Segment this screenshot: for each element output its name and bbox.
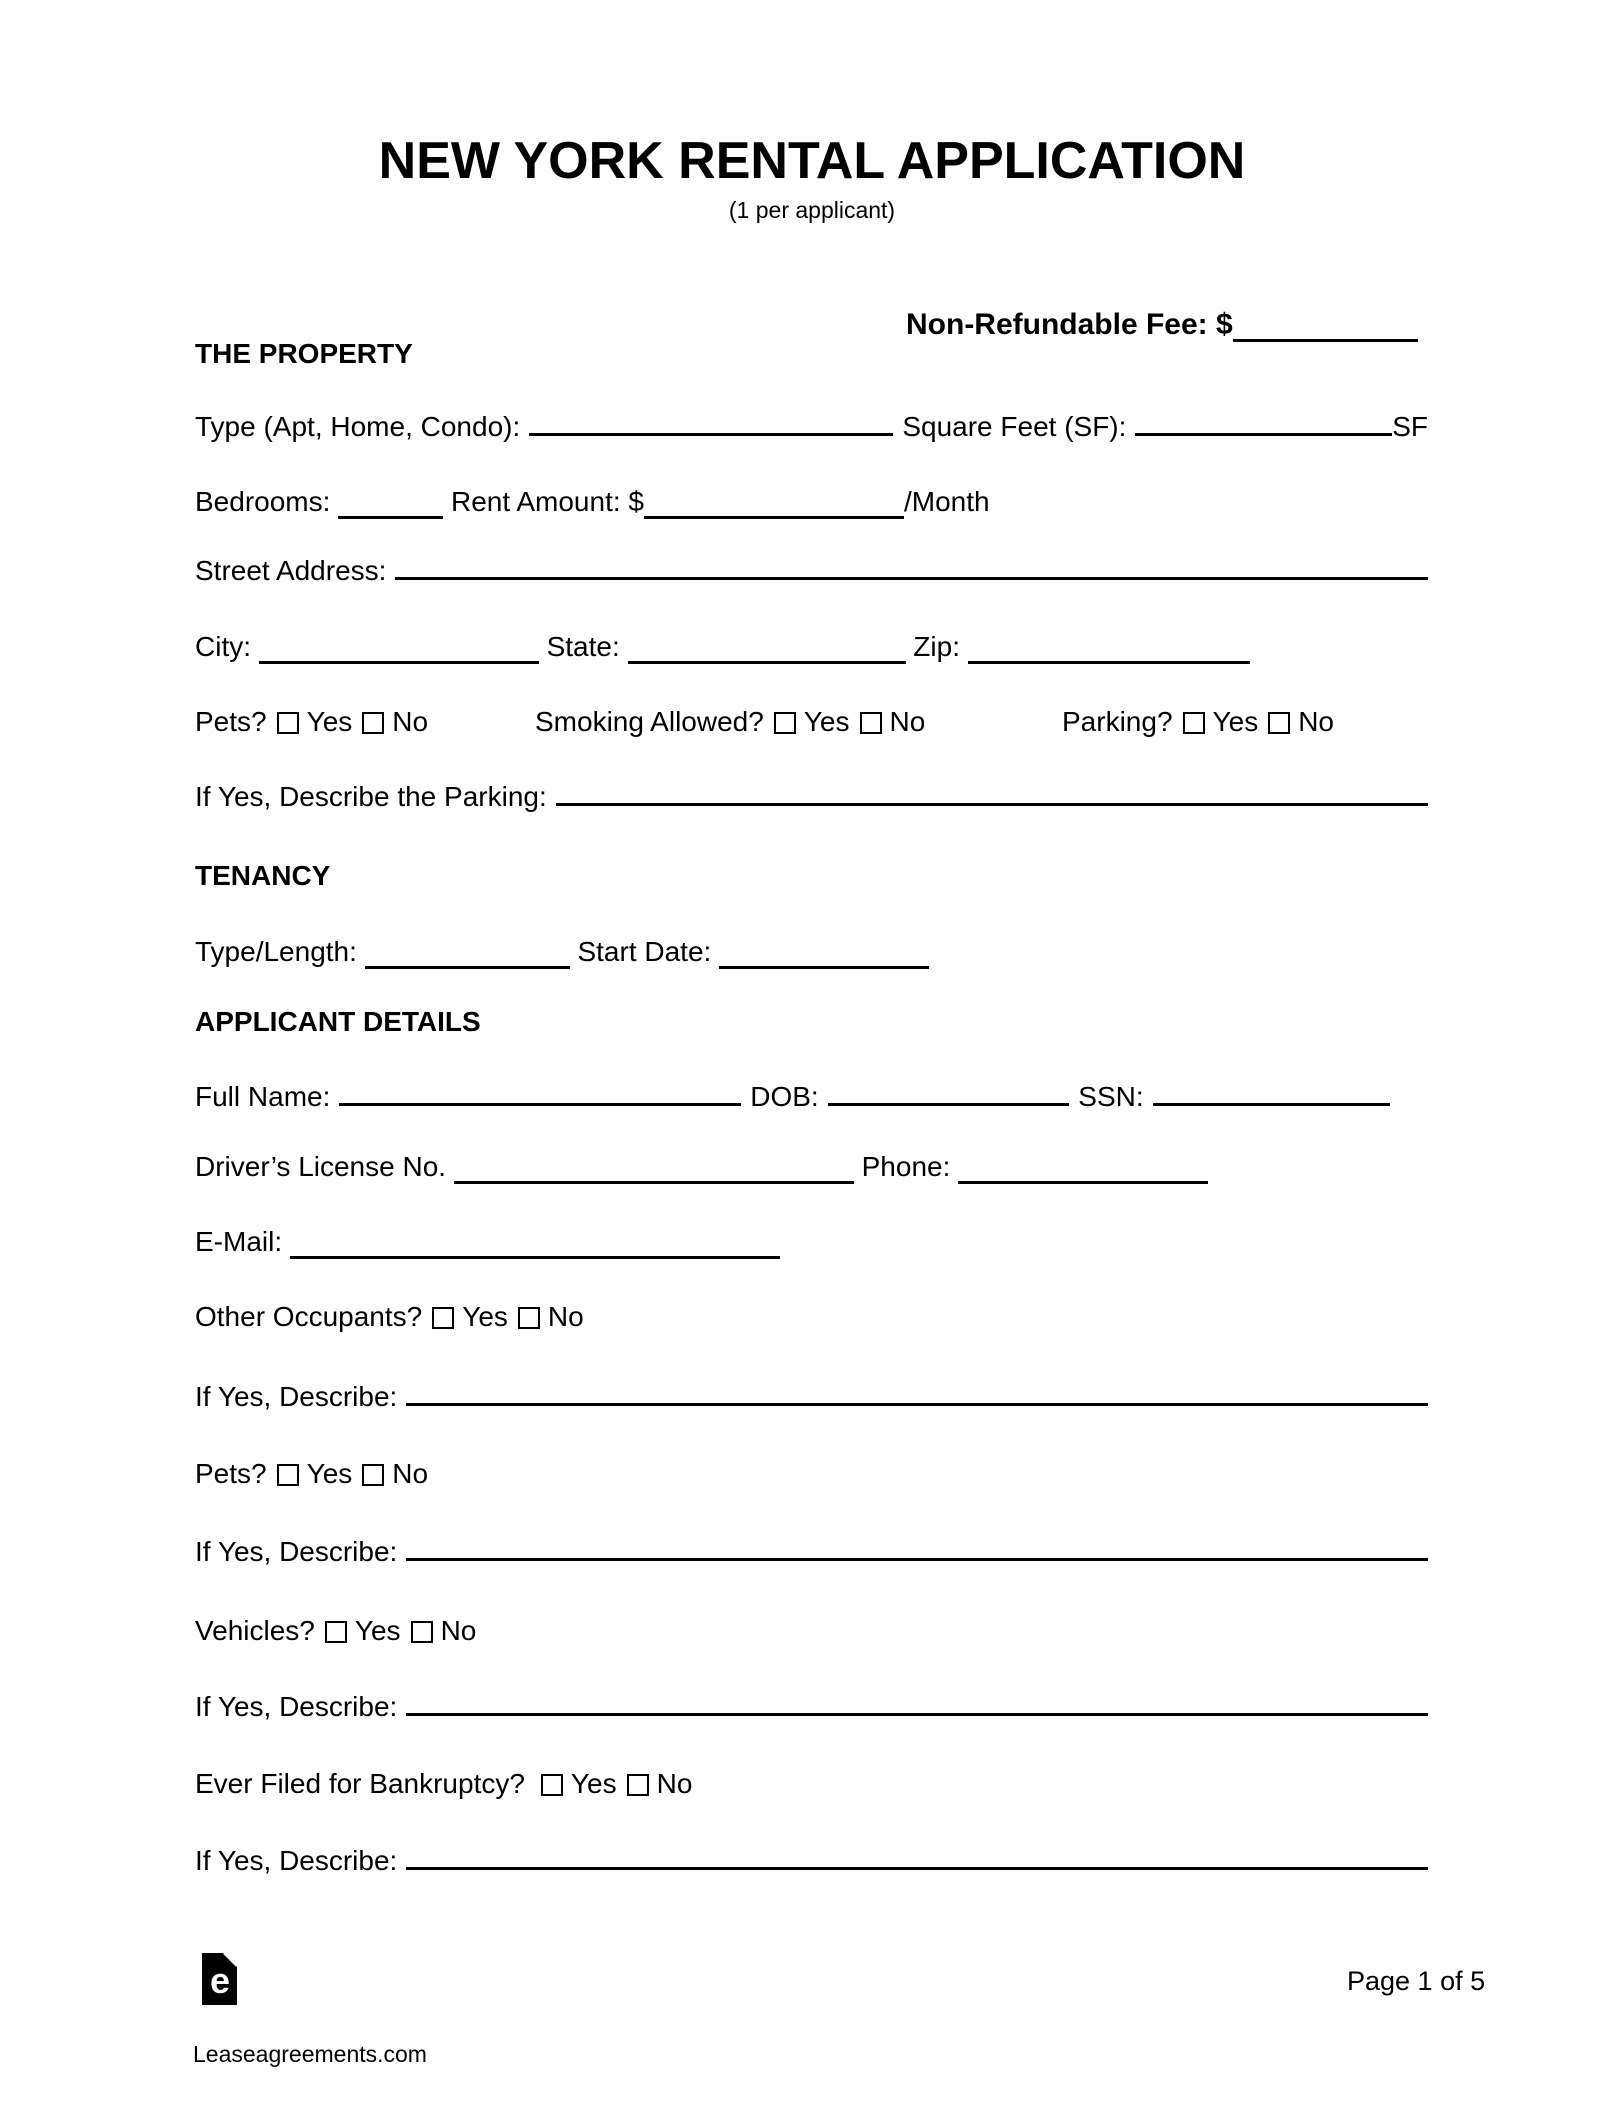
vehicles-row [195,1617,476,1645]
vehicles-describe-row [195,1693,1428,1721]
property-pets-label: Pets? [195,706,267,737]
zip-blank[interactable] [968,649,1250,664]
rent-amount-label: Rent Amount: $ [450,486,644,517]
smoking-no-checkbox[interactable] [860,712,882,734]
other-occupants-row [195,1303,584,1331]
state-blank[interactable] [628,649,906,664]
bankruptcy-describe-blank[interactable] [406,1867,1428,1870]
square-feet-label: Square Feet (SF): [902,411,1127,442]
ssn-blank[interactable] [1153,1103,1390,1106]
bedrooms-rent-row [195,488,990,519]
applicant-pets-yes-label: Yes [306,1458,353,1489]
email-blank[interactable] [290,1244,780,1259]
property-pets-yes-label: Yes [306,706,353,737]
property-type-row [195,413,1428,441]
full-name-blank[interactable] [339,1103,741,1106]
city-blank[interactable] [259,649,539,664]
city-label: City: [195,631,251,662]
smoking-yes-label: Yes [803,706,850,737]
pets-describe-label: If Yes, Describe: [195,1536,398,1567]
drivers-license-blank[interactable] [454,1169,854,1184]
parking-yes-checkbox[interactable] [1183,712,1205,734]
website-text: Leaseagreements.com [193,2041,427,2067]
page-title: NEW YORK RENTAL APPLICATION [378,132,1246,190]
property-section-heading: THE PROPERTY [195,338,413,369]
type-length-blank[interactable] [365,954,570,969]
bankruptcy-label: Ever Filed for Bankruptcy? [195,1768,525,1799]
occupants-describe-label: If Yes, Describe: [195,1381,398,1412]
street-address-blank[interactable] [395,577,1428,580]
parking-no-label: No [1298,706,1334,737]
smoking-no-label: No [889,706,926,737]
parking-describe-blank[interactable] [556,803,1428,806]
bankruptcy-describe-label: If Yes, Describe: [195,1845,398,1876]
pets-smoking-parking-row [195,708,1428,740]
square-feet-suffix: SF [1392,411,1428,442]
ssn-label: SSN: [1078,1081,1144,1112]
tenancy-section-heading: TENANCY [195,860,331,891]
applicant-pets-label: Pets? [195,1458,267,1489]
square-feet-blank[interactable] [1135,433,1392,436]
parking-yes-label: Yes [1212,706,1259,737]
license-phone-row [195,1153,1208,1184]
start-date-label: Start Date: [577,936,712,967]
parking-describe-label: If Yes, Describe the Parking: [195,781,547,812]
vehicles-no-label: No [440,1615,477,1646]
vehicles-label: Vehicles? [195,1615,315,1646]
vehicles-yes-label: Yes [354,1615,401,1646]
bankruptcy-no-label: No [656,1768,693,1799]
tenancy-row [195,938,929,969]
email-label: E-Mail: [195,1226,283,1257]
property-pets-no-label: No [392,706,429,737]
start-date-blank[interactable] [719,954,929,969]
property-pets-question [195,708,428,736]
phone-blank[interactable] [958,1169,1208,1184]
state-label: State: [546,631,620,662]
applicant-pets-yes-checkbox[interactable] [277,1464,299,1486]
dob-label: DOB: [750,1081,819,1112]
vehicles-yes-checkbox[interactable] [325,1621,347,1643]
street-address-label: Street Address: [195,555,387,586]
property-pets-no-checkbox[interactable] [362,712,384,734]
applicant-pets-no-label: No [392,1458,429,1489]
smoking-yes-checkbox[interactable] [774,712,796,734]
parking-label: Parking? [1062,706,1173,737]
city-state-zip-row [195,633,1250,664]
property-type-blank[interactable] [529,433,893,436]
vehicles-no-checkbox[interactable] [411,1621,433,1643]
leaseagreements-logo-icon [202,1953,237,2005]
vehicles-describe-blank[interactable] [406,1713,1428,1716]
page-subtitle: (1 per applicant) [728,197,896,223]
bankruptcy-describe-row [195,1847,1428,1875]
applicant-pets-no-checkbox[interactable] [362,1464,384,1486]
occupants-describe-row [195,1383,1428,1411]
other-occupants-yes-checkbox[interactable] [432,1307,454,1329]
phone-label: Phone: [861,1151,951,1182]
vehicles-describe-label: If Yes, Describe: [195,1691,398,1722]
bankruptcy-yes-checkbox[interactable] [541,1774,563,1796]
other-occupants-no-label: No [547,1301,584,1332]
fee-amount-blank[interactable] [1233,327,1418,342]
other-occupants-label: Other Occupants? [195,1301,423,1332]
smoking-label: Smoking Allowed? [535,706,764,737]
parking-describe-row [195,783,1428,811]
bankruptcy-yes-label: Yes [570,1768,617,1799]
other-occupants-yes-label: Yes [462,1301,508,1332]
bankruptcy-no-checkbox[interactable] [627,1774,649,1796]
parking-no-checkbox[interactable] [1268,712,1290,734]
bedrooms-blank[interactable] [338,504,443,519]
occupants-describe-blank[interactable] [406,1403,1428,1406]
street-address-row [195,557,1428,585]
parking-question [1062,708,1334,736]
dob-blank[interactable] [828,1103,1070,1106]
bedrooms-label: Bedrooms: [195,486,331,517]
other-occupants-no-checkbox[interactable] [518,1307,540,1329]
page-indicator: Page 1 of 5 [1347,1966,1486,1996]
full-name-row [195,1083,1390,1111]
property-pets-yes-checkbox[interactable] [277,712,299,734]
type-length-label: Type/Length: [195,936,357,967]
rent-amount-blank[interactable] [644,504,904,519]
bankruptcy-row [195,1770,692,1798]
non-refundable-fee-row [906,310,1418,342]
full-name-label: Full Name: [195,1081,331,1112]
zip-label: Zip: [913,631,960,662]
logo-letter: e [210,1960,231,2001]
fee-label: Non-Refundable Fee: $ [906,308,1233,341]
rent-amount-suffix: /Month [903,486,990,517]
smoking-question [535,708,925,736]
email-row [195,1228,780,1259]
drivers-license-label: Driver’s License No. [195,1151,447,1182]
property-type-label: Type (Apt, Home, Condo): [195,411,521,442]
applicant-section-heading: APPLICANT DETAILS [195,1006,481,1037]
pets-describe-blank[interactable] [406,1558,1428,1561]
applicant-pets-row [195,1460,428,1488]
pets-describe-row [195,1538,1428,1566]
